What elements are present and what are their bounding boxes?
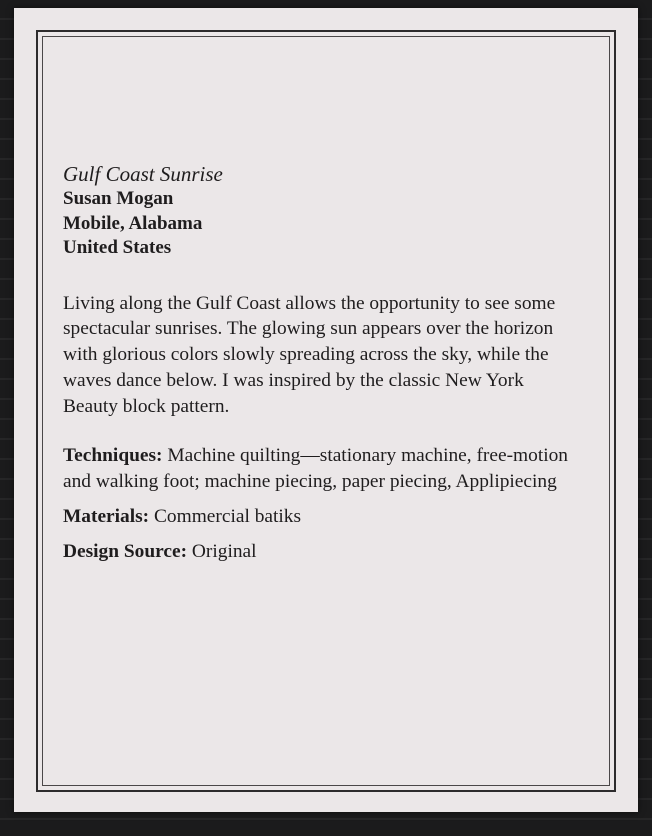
materials-label: Materials: <box>63 506 150 528</box>
design-source-label: Design Source: <box>63 541 188 563</box>
techniques-label: Techniques: <box>63 445 163 467</box>
artist-country: United States <box>63 237 172 258</box>
design-source-detail <box>63 539 583 565</box>
artist-name: Susan Mogan <box>63 188 174 209</box>
techniques-value: Machine quilting—stationary machine, free-motion and walking foot; machine piecing, paper piecing, Applipiecing <box>63 445 568 493</box>
artist-location: Mobile, Alabama <box>63 212 203 234</box>
exhibit-label-card <box>14 8 638 812</box>
techniques-detail <box>63 443 583 495</box>
artist-statement: Living along the Gulf Coast allows the opportunity to see some spectacular sunrises. The glowing sun appears over the horizon with glorious colors slowly spreading across the sky, while the waves dance below. I was inspired by the classic New York Beauty block pattern. <box>63 292 556 417</box>
materials-value: Commercial batiks <box>154 506 302 528</box>
card-content <box>63 162 583 565</box>
design-source-value: Original <box>191 541 257 563</box>
materials-detail <box>63 504 583 530</box>
quilt-title: Gulf Coast Sunrise <box>63 162 223 186</box>
